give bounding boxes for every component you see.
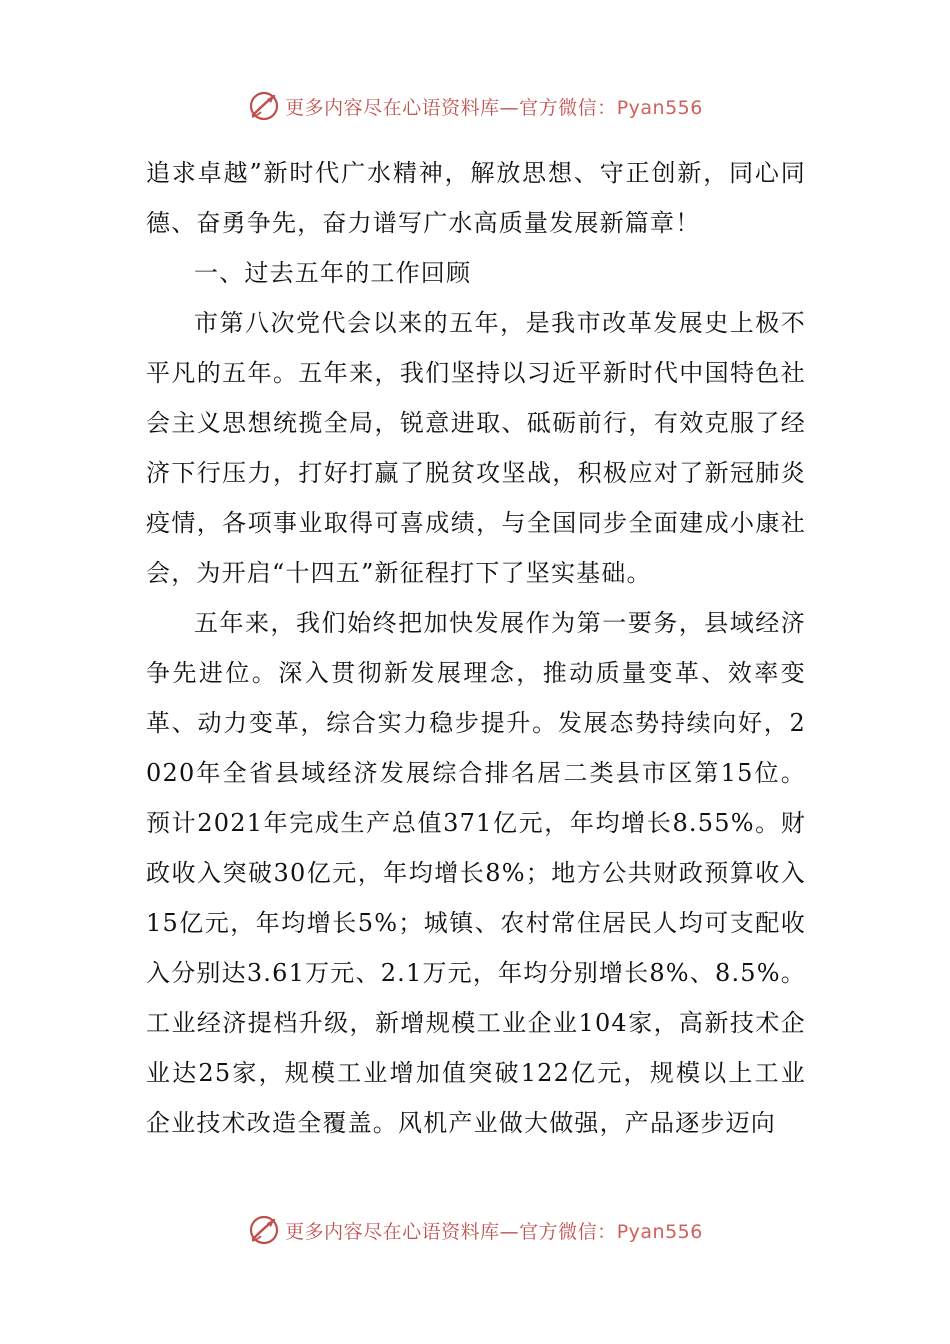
footer-separator: — (499, 1220, 520, 1243)
pen-nib-logo-icon (247, 1213, 281, 1247)
paragraph-continued: 追求卓越”新时代广水精神，解放思想、守正创新，同心同德、奋勇争先，奋力谱写广水高质量发展新篇章！ (146, 159, 806, 237)
header-banner-text (285, 93, 703, 120)
header-wechat-label: 官方微信： (519, 96, 617, 119)
paragraph: 市第八次党代会以来的五年，是我市改革发展史上极不平凡的五年。五年来，我们坚持以习近平新时代中国特色社会主义思想统揽全局，锐意进取、砥砺前行，有效克服了经济下行压力，打好打赢了脱贫攻坚战，积极应对了新冠肺炎疫情，各项事业取得可喜成绩，与全国同步全面建成小康社会，为开启“十四五”新征程打下了坚实基础。 (146, 309, 806, 587)
header-wechat-id: Pyan556 (616, 96, 703, 119)
paragraph: 五年来，我们始终把加快发展作为第一要务，县域经济争先进位。深入贯彻新发展理念，推动质量变革、效率变革、动力变革，综合实力稳步提升。发展态势持续向好，2020年全省县域经济发展综合排名居二类县市区第15位。预计2021年完成生产总值371亿元，年均增长8.55%。财政收入突破30亿元，年均增长8%；地方公共财政预算收入15亿元，年均增长5%；城镇、农村常住居民人均可支配收入分别达3.61万元、2.1万元，年均分别增长8%、8.5%。工业经济提档升级，新增规模工业企业104家，高新技术企业达25家，规模工业增加值突破122亿元，规模以上工业企业技术改造全覆盖。风机产业做大做强，产品逐步迈向 (146, 609, 806, 1137)
footer-wechat-id: Pyan556 (616, 1220, 703, 1243)
footer-banner (0, 1210, 950, 1250)
pen-nib-logo-icon (247, 89, 281, 123)
header-separator: — (499, 96, 520, 119)
footer-banner-text (285, 1217, 703, 1244)
header-site-text: 更多内容尽在心语资料库 (285, 96, 500, 119)
section-heading: 一、过去五年的工作回顾 (194, 259, 472, 287)
document-body (146, 148, 806, 1148)
footer-site-text: 更多内容尽在心语资料库 (285, 1220, 500, 1243)
footer-wechat-label: 官方微信： (519, 1220, 617, 1243)
header-banner (0, 86, 950, 126)
